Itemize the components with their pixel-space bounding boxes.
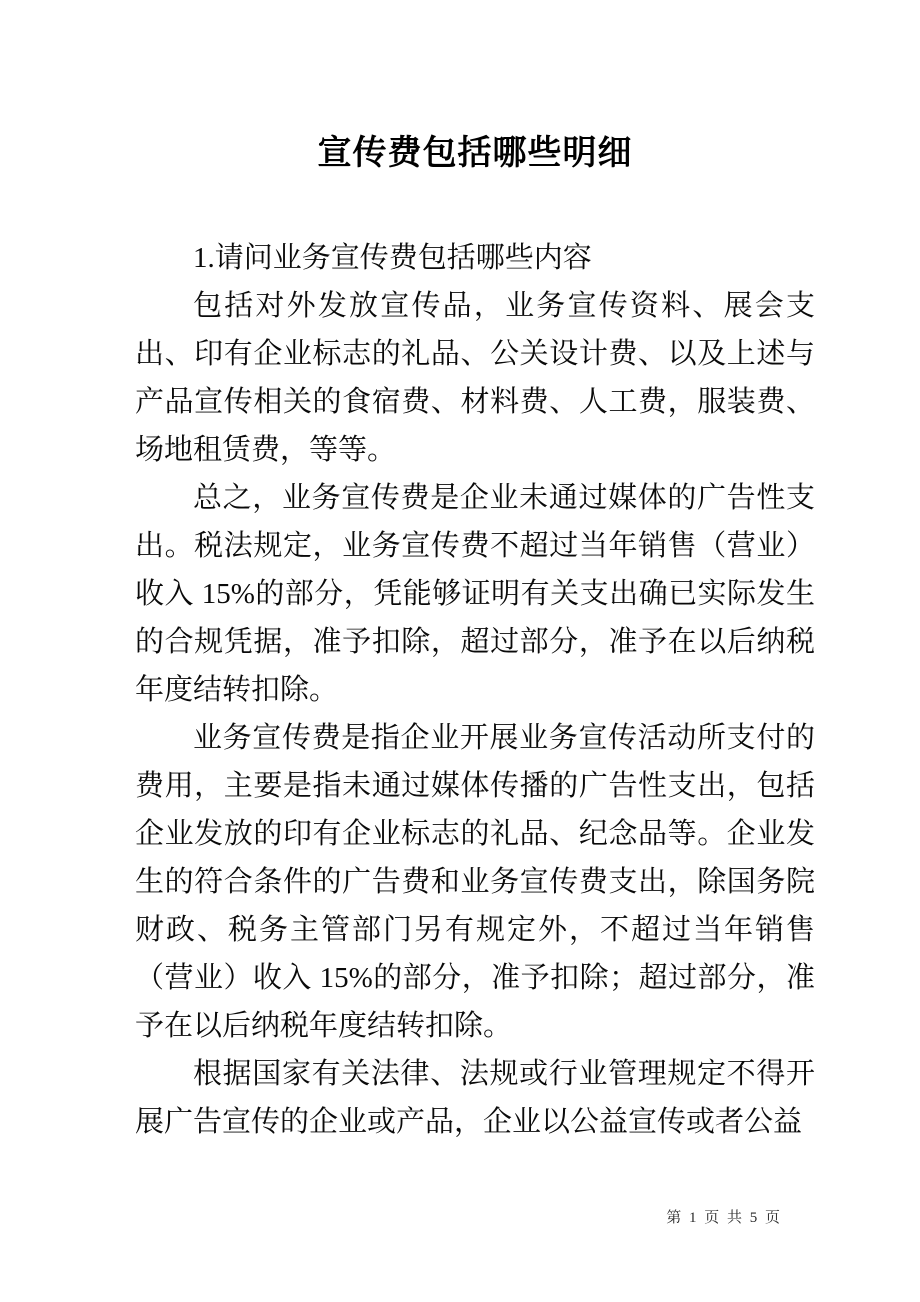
paragraph-tax-law-summary: 总之，业务宣传费是企业未通过媒体的广告性支出。税法规定，业务宣传费不超过当年销售（营业）收入 15%的部分，凭能够证明有关支出确已实际发生的合规凭据，准予扣除，超过部分，准予在以后纳税年度结转扣除。: [135, 482, 815, 706]
paragraph-question-heading: 1.请问业务宣传费包括哪些内容: [193, 242, 592, 274]
page-number-footer: 第 1 页 共 5 页: [666, 1210, 782, 1226]
document-body: [135, 234, 815, 1146]
paragraph-restricted-advertising: 根据国家有关法律、法规或行业管理规定不得开展广告宣传的企业或产品，企业以公益宣传或者公益: [135, 1058, 815, 1138]
paragraph-scope-of-promotion-fees: 包括对外发放宣传品，业务宣传资料、展会支出、印有企业标志的礼品、公关设计费、以及上述与产品宣传相关的食宿费、材料费、人工费，服装费、场地租赁费，等等。: [135, 290, 815, 466]
paragraph-definition-and-deduction-rules: 业务宣传费是指企业开展业务宣传活动所支付的费用，主要是指未通过媒体传播的广告性支出，包括企业发放的印有企业标志的礼品、纪念品等。企业发生的符合条件的广告费和业务宣传费支出，除国务院财政、税务主管部门另有规定外，不超过当年销售（营业）收入 15%的部分，准予扣除；超过部分，准予在以后纳税年度结转扣除。: [135, 722, 815, 1042]
document-title: 宣传费包括哪些明细: [317, 135, 633, 172]
